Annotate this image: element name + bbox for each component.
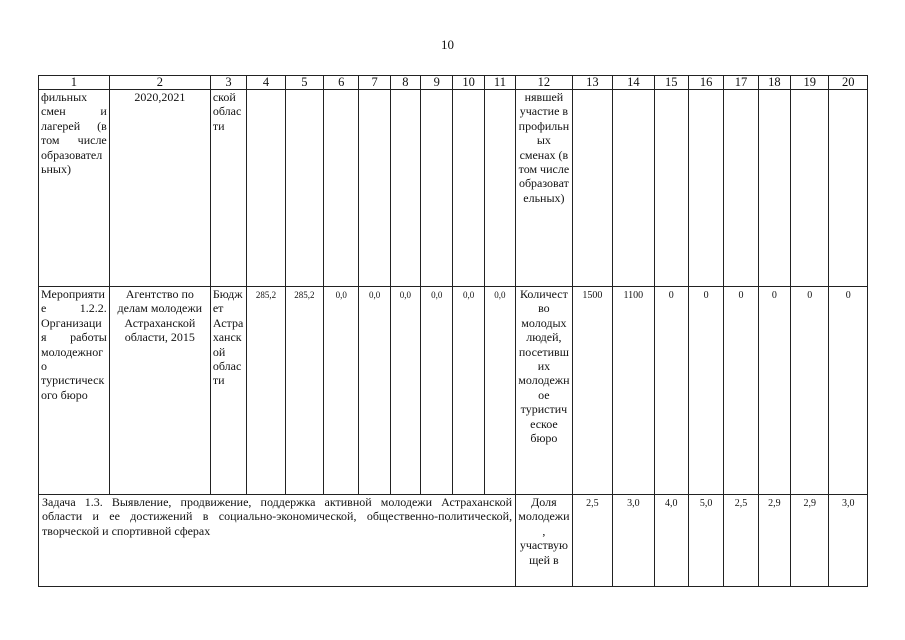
row1-executor: 2020,2021 [134,90,186,104]
header-cell: 8 [390,76,420,90]
row2-value: 285,2 [255,290,277,300]
header-cell: 10 [453,76,484,90]
row2-indicator: Количество молодых людей, посетивших молодежное туристическое бюро [518,287,570,446]
row2-value: 0,0 [368,290,381,300]
header-cell: 19 [791,76,829,90]
row3-value: 3,0 [841,498,855,509]
row2-value: 1500 [582,290,603,301]
header-cell: 13 [572,76,612,90]
header-cell: 7 [359,76,390,90]
table-row [39,90,868,287]
row2-funding-source: Бюджет Астраханской области [212,287,244,388]
header-cell: 11 [484,76,515,90]
header-cell: 5 [285,76,323,90]
table-row [39,287,868,495]
header-cell: 16 [688,76,723,90]
header-cell: 1 [39,76,110,90]
row2-value: 0 [771,290,777,301]
row2-value: 1100 [623,290,644,301]
header-cell: 12 [516,76,573,90]
header-cell: 6 [324,76,359,90]
row3-value: 5,0 [699,498,713,509]
row2-value: 0 [738,290,744,301]
program-table [38,75,868,587]
row3-value: 2,5 [734,498,748,509]
row3-indicator: Доля молодежи, участвующей в [518,495,570,567]
row2-value: 0,0 [431,290,443,300]
header-cell: 17 [724,76,758,90]
table-row [39,495,868,587]
header-cell: 3 [210,76,246,90]
row2-value: 0,0 [462,290,475,300]
row2-event-name: Мероприятие 1.2.2. Организация работы молодежного туристического бюро [41,287,107,402]
row3-value: 2,9 [768,498,781,509]
row2-executor: Агентство по делам молодежи Астраханской области, 2015 [117,287,203,345]
header-cell: 20 [829,76,868,90]
header-cell: 4 [247,76,285,90]
row1-funding-source: ской области [212,90,242,133]
header-row [39,76,868,90]
row2-value: 0 [807,290,813,301]
header-cell: 14 [613,76,654,90]
row2-value: 285,2 [294,290,315,300]
page-number: 10 [441,37,454,52]
header-cell: 2 [109,76,210,90]
row2-value: 0,0 [335,290,347,300]
row2-value: 0,0 [494,290,506,300]
row2-value: 0 [668,290,674,301]
row3-value: 2,9 [803,498,816,509]
row2-value: 0 [703,290,709,301]
row2-value: 0 [845,290,851,301]
header-cell: 9 [421,76,453,90]
row1-event-name: фильных смен и лагерей (в том числе образовательных) [41,90,107,177]
row3-value: 3,0 [627,498,640,509]
row3-value: 2,5 [586,498,599,509]
row2-value: 0,0 [399,290,412,300]
row1-indicator: нявшей участие в профильных сменах (в том числе образовательных) [518,90,570,205]
header-cell: 15 [654,76,688,90]
row3-value: 4,0 [665,498,678,509]
task-description: Задача 1.3. Выявление, продвижение, поддержка активной молодежи Астраханской области и ее достижений в социально-экономической, общественно-политической, творческой и спортивной сферах [42,495,513,538]
header-cell: 18 [758,76,790,90]
